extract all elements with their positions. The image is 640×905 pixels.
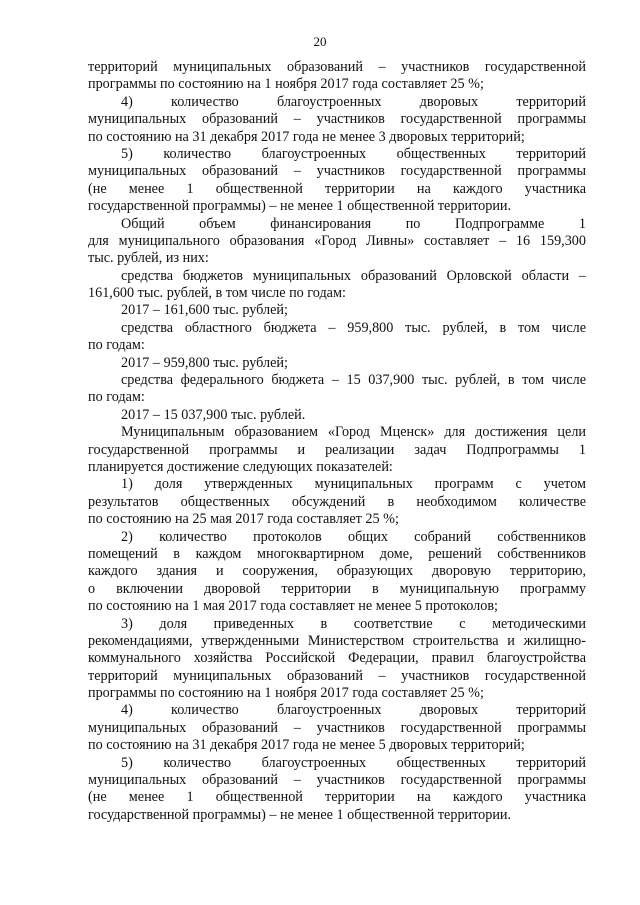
page-number: 20 xyxy=(313,34,327,49)
text-line: по состоянию на 25 мая 2017 года составляет 25 %; xyxy=(88,511,399,528)
text-line: государственной программы) – не менее 1 общественной территории. xyxy=(88,198,512,215)
text-line: 2017 – 959,800 тыс. рублей; xyxy=(121,354,288,371)
text-line: Общий объем финансирования по Подпрограмме 1 xyxy=(121,215,586,232)
text-line: 4) количество благоустроенных дворовых территорий xyxy=(121,93,586,110)
text-line: рекомендациями, утвержденными Министерством строительства и жилищно- xyxy=(88,632,586,649)
text-line: 3) доля приведенных в соответствие с методическими xyxy=(121,615,586,632)
text-line: по состоянию на 31 декабря 2017 года не менее 5 дворовых территорий; xyxy=(88,737,525,754)
text-line: 2017 – 161,600 тыс. рублей; xyxy=(121,302,288,319)
text-line: 5) количество благоустроенных общественных территорий xyxy=(121,754,586,771)
text-line: 5) количество благоустроенных общественных территорий xyxy=(121,145,586,162)
text-line: по годам: xyxy=(88,337,145,354)
text-line: 161,600 тыс. рублей, в том числе по годам: xyxy=(88,285,346,302)
text-line: муниципальных образований – участников государственной программы xyxy=(88,719,586,736)
text-line: (не менее 1 общественной территории на каждого участника xyxy=(88,180,586,197)
text-line: помещений в каждом многоквартирном доме, решений собственников xyxy=(88,545,586,562)
text-line: (не менее 1 общественной территории на каждого участника xyxy=(88,789,586,806)
text-line: 1) доля утвержденных муниципальных программ с учетом xyxy=(121,476,586,493)
text-line: коммунального хозяйства Российской Федерации, правил благоустройства xyxy=(88,650,586,667)
text-line: по состоянию на 1 мая 2017 года составляет не менее 5 протоколов; xyxy=(88,598,498,615)
text-line: 2) количество протоколов общих собраний собственников xyxy=(121,528,586,545)
text-line: каждого здания и сооружения, образующих дворовую территорию, xyxy=(88,563,586,580)
text-line: государственной программы и реализации задач Подпрограммы 1 xyxy=(88,441,586,458)
text-line: муниципальных образований – участников государственной программы xyxy=(88,163,586,180)
text-line: по состоянию на 31 декабря 2017 года не менее 3 дворовых территорий; xyxy=(88,128,525,145)
text-line: государственной программы) – не менее 1 общественной территории. xyxy=(88,806,512,823)
text-line: средства областного бюджета – 959,800 тыс. рублей, в том числе xyxy=(121,319,586,336)
text-line: Муниципальным образованием «Город Мценск» для достижения цели xyxy=(121,424,586,441)
text-line: программы по состоянию на 1 ноября 2017 года составляет 25 %; xyxy=(88,76,484,93)
text-line: тыс. рублей, из них: xyxy=(88,250,209,267)
text-line: результатов общественных обсуждений в необходимом количестве xyxy=(88,493,586,510)
text-line: 2017 – 15 037,900 тыс. рублей. xyxy=(121,406,306,423)
text-line: 4) количество благоустроенных дворовых территорий xyxy=(121,702,586,719)
text-line: муниципальных образований – участников государственной программы xyxy=(88,772,586,789)
text-line: муниципальных образований – участников государственной программы xyxy=(88,111,586,128)
text-line: по годам: xyxy=(88,389,145,406)
text-line: территорий муниципальных образований – участников государственной xyxy=(88,59,586,75)
text-line: средства федерального бюджета – 15 037,900 тыс. рублей, в том числе xyxy=(121,372,586,389)
document-body xyxy=(88,59,586,824)
text-line: средства бюджетов муниципальных образований Орловской области – xyxy=(121,267,586,284)
text-line: планируется достижение следующих показателей: xyxy=(88,458,393,475)
text-line: о включении дворовой территории в муниципальную программу xyxy=(88,580,586,597)
text-line: для муниципального образования «Город Ливны» составляет – 16 159,300 xyxy=(88,232,586,249)
text-line: территорий муниципальных образований – участников государственной xyxy=(88,667,586,684)
text-line: программы по состоянию на 1 ноября 2017 года составляет 25 %; xyxy=(88,685,484,702)
